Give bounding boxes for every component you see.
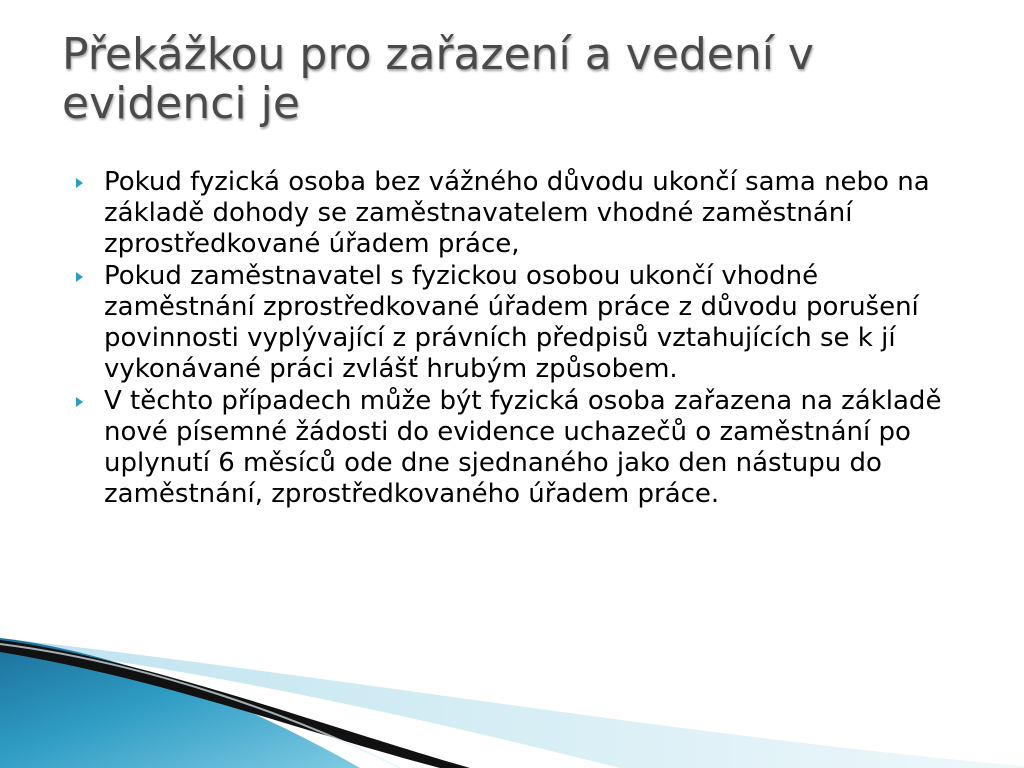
bullet-item (76, 386, 976, 510)
bullet-text: Pokud zaměstnavatel s fyzickou osobou ukončí vhodné zaměstnání zprostředkované úřadem práce z důvodu porušení povinnosti vyplývající z právních předpisů vztahujících se k jí vykonávané práci zvlášť hrubým způsobem. (104, 261, 919, 384)
bullet-text: Pokud fyzická osoba bez vážného důvodu ukončí sama nebo na základě dohody se zaměstnavatelem vhodné zaměstnání zprostředkované úřadem práce, (104, 167, 930, 259)
decorative-wave (0, 638, 1024, 768)
triangle-right-icon (76, 178, 83, 188)
bullet-item (76, 261, 976, 385)
bullet-item (76, 167, 976, 260)
triangle-right-icon (76, 397, 83, 407)
bullet-text: V těchto případech může být fyzická osoba zařazena na základě nové písemné žádosti do evidence uchazečů o zaměstnání po uplynutí 6 měsíců ode dne sjednaného jako den nástupu do zaměstnání, zprostředkovaného úřadem práce. (104, 386, 942, 509)
slide-title: Překážkou pro zařazení a vedení v evidenci je (62, 29, 814, 130)
triangle-right-icon (76, 272, 83, 282)
bullet-list (76, 167, 976, 511)
